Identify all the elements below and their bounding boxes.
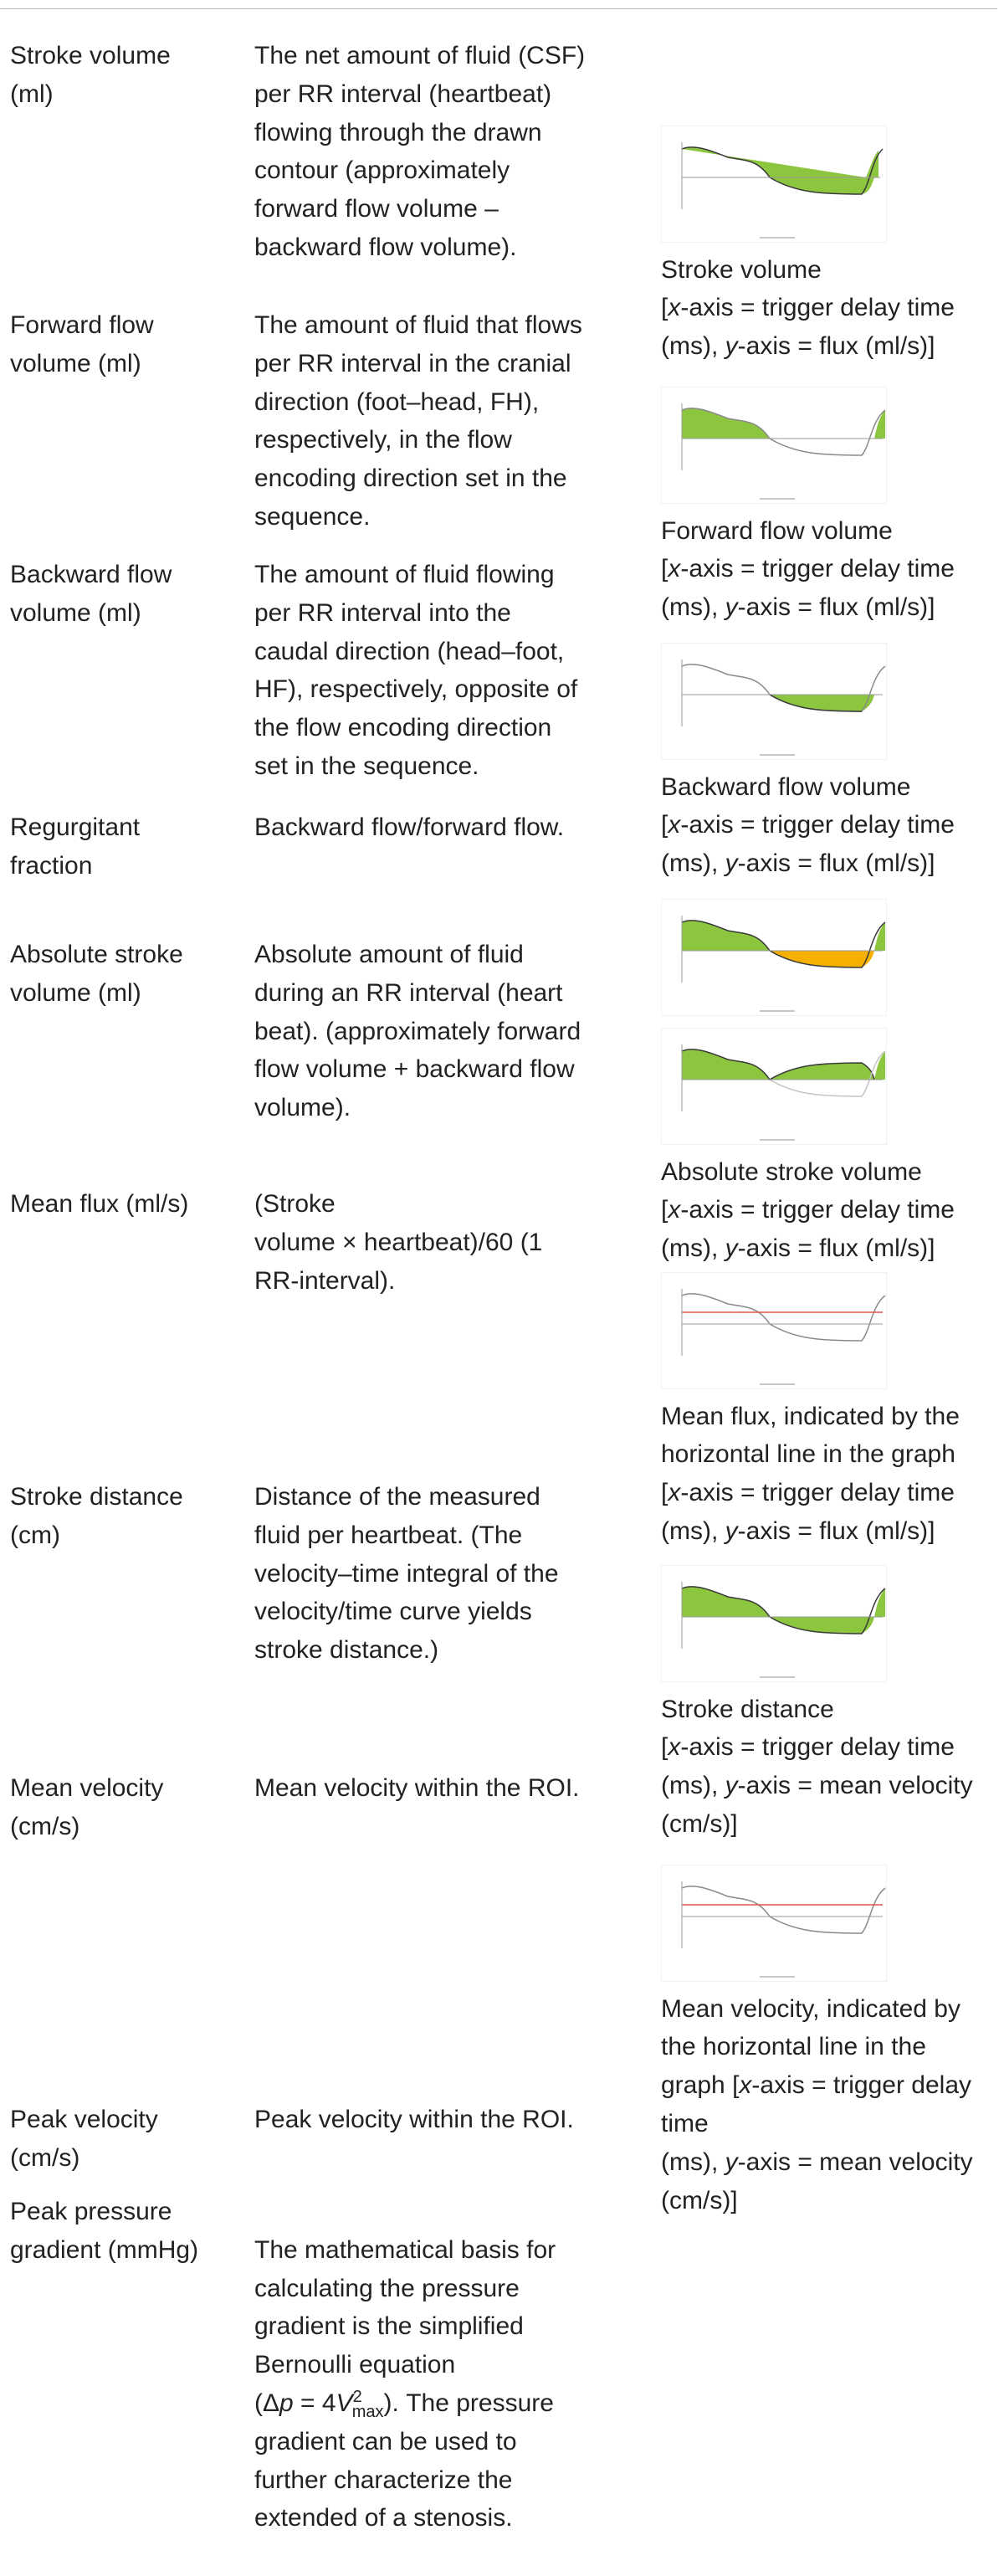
parameter-name: Mean velocity (cm/s): [10, 1774, 164, 1840]
parameter-description: Mean velocity within the ROI.: [254, 1774, 580, 1802]
stroke-distance-graph: [661, 1527, 887, 1644]
figure-cell: [661, 1788, 1004, 2258]
absolute-stroke-volume-graph: [661, 989, 887, 1106]
mean-flux-graph: [661, 1234, 887, 1351]
parameter-description: Backward flow/forward flow.: [254, 813, 565, 841]
parameter-name: Peak pressure gradient (mmHg): [10, 2198, 199, 2264]
figure-caption: Mean flux, indicated by the horizontal line in the graph [x-axis = trigger delay time (ms), y-axis = flux (ml/s)]: [661, 1402, 960, 1545]
backward-flow-volume-graph: [661, 604, 887, 721]
parameter-name: Mean flux (ml/s): [10, 1190, 189, 1218]
parameter-name: Stroke distance (cm): [10, 1483, 183, 1549]
stroke-volume-graph: [661, 87, 887, 204]
parameter-name: Absolute stroke volume (ml): [10, 941, 183, 1007]
parameter-description: Absolute amount of fluid during an RR interval (heart beat). (approximately forward flow volume + backward flow volume).: [254, 941, 581, 1122]
bernoulli-formula: $(\Delta p = 4V^2_{max})$. The pressure gradient can be used to further characterize the extended of a stenosis.: [254, 2387, 554, 2532]
parameter-name: Forward flow volume (ml): [10, 311, 154, 377]
parameter-description: The amount of fluid flowing per RR interval into the caudal direction (head–foot, HF), respectively, opposite of the flow encoding direction set in the sequence.: [254, 561, 578, 780]
table-top-rule: [0, 8, 997, 9]
parameter-description: (Stroke volume × heartbeat)/60 (1 RR-interval).: [254, 1190, 543, 1295]
parameter-description: Distance of the measured fluid per heartbeat. (The velocity–time integral of the velocity/time curve yields stroke distance.): [254, 1483, 559, 1665]
figure-caption: Stroke distance [x-axis = trigger delay time (ms), y-axis = mean velocity (cm/s)]: [661, 1695, 973, 1838]
figure-caption: Forward flow volume [x-axis = trigger delay time (ms), y-axis = flux (ml/s)]: [661, 516, 955, 622]
figure-caption: Mean velocity, indicated by the horizontal line in the graph [x-axis = trigger delay time (ms), y-axis = mean velocity (cm/s)]: [661, 1994, 973, 2214]
parameter-description: The net amount of fluid (CSF) per RR interval (heartbeat) flowing through the drawn contour (approximately forward flow volume – backward flow volume).: [254, 42, 586, 261]
parameter-description: The amount of fluid that flows per RR interval in the cranial direction (foot–head, FH), respectively, in the flow encoding direction set in the sequence.: [254, 311, 582, 531]
description-text: The mathematical basis for calculating the pressure gradient is the simplified Bernoulli equation: [254, 2235, 556, 2379]
parameter-name: Stroke volume (ml): [10, 42, 171, 108]
forward-flow-volume-graph: [661, 348, 887, 465]
parameter-name: Peak velocity (cm/s): [10, 2106, 158, 2172]
figure-caption: Absolute stroke volume [x-axis = trigger delay time (ms), y-axis = flux (ml/s)]: [661, 1157, 955, 1263]
parameter-description: [254, 2193, 639, 2576]
figure-caption: Stroke volume [x-axis = trigger delay time (ms), y-axis = flux (ml/s)]: [661, 255, 955, 361]
parameter-name: Backward flow volume (ml): [10, 561, 172, 627]
parameter-name: Regurgitant fraction: [10, 813, 141, 880]
mean-velocity-graph: [661, 1826, 887, 1943]
figure-caption: Backward flow volume [x-axis = trigger delay time (ms), y-axis = flux (ml/s)]: [661, 772, 955, 878]
parameter-description: Peak velocity within the ROI.: [254, 2106, 574, 2133]
